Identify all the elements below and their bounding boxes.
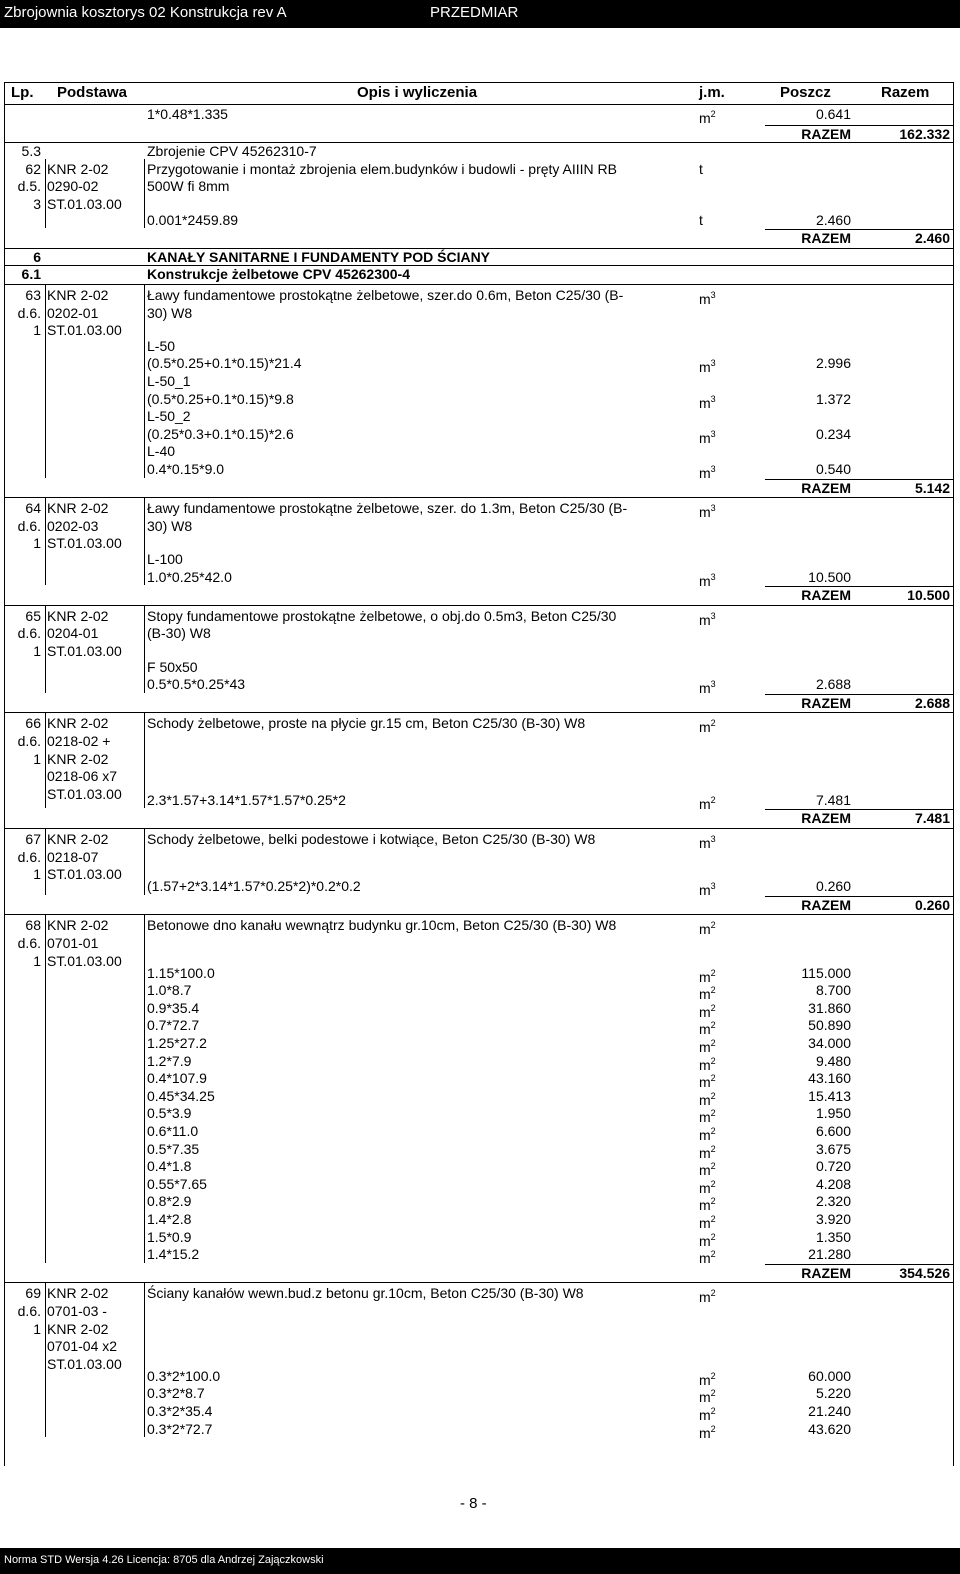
position-number: d.6.	[17, 304, 41, 321]
position-basis: 0218-02 +	[47, 733, 111, 749]
position-description: Schody żelbetowe, proste na płycie gr.15 cm, Beton C25/30 (B-30) W8	[147, 715, 586, 732]
calc-result: 50.890	[808, 1017, 851, 1034]
calc-formula: 1.4*15.2	[147, 1246, 200, 1263]
position-number: 63	[25, 287, 41, 303]
calc-formula: 0.4*0.15*9.0	[147, 461, 225, 477]
razem-label: RAZEM	[801, 694, 851, 711]
position-number: 3	[33, 196, 41, 212]
column-divider	[144, 712, 145, 808]
calc-result: 7.481	[815, 791, 851, 808]
row-divider	[5, 284, 953, 285]
unit: $m^3$	[699, 610, 716, 628]
unit: $m^2$	[699, 967, 716, 985]
razem-divider	[765, 1264, 953, 1265]
section-title: Konstrukcje żelbetowe CPV 45262300-4	[147, 266, 411, 283]
unit: $m^3$	[699, 393, 716, 411]
unit: $m^2$	[699, 1214, 716, 1231]
unit: $m^2$	[699, 109, 716, 126]
unit: $m^3$	[699, 834, 716, 851]
position-number: 69	[25, 1285, 41, 1302]
razem-value: 10.500	[907, 587, 950, 604]
calc-result: 3.920	[815, 1211, 851, 1227]
razem-label: RAZEM	[801, 810, 851, 827]
calc-result: 21.240	[808, 1403, 851, 1419]
section-title: KANAŁY SANITARNE I FUNDAMENTY POD ŚCIANY	[147, 248, 491, 265]
unit: $m^2$	[699, 1249, 716, 1267]
unit: $m^2$	[699, 718, 716, 736]
calc-formula: 0.7*72.7	[147, 1017, 200, 1034]
header-lp: Lp.	[11, 84, 34, 101]
position-basis: KNR 2-02	[47, 607, 109, 624]
calc-label: L-50_1	[147, 373, 191, 389]
unit: $m^2$	[699, 1090, 716, 1108]
razem-value: 2.688	[914, 694, 950, 711]
calc-formula: (0.25*0.3+0.1*0.15)*2.6	[147, 425, 294, 442]
calc-formula: 0.5*0.5*0.25*43	[147, 676, 246, 693]
position-description: 30) W8	[147, 304, 193, 321]
razem-divider	[765, 809, 953, 810]
calc-formula: (1.57+2*3.14*1.57*0.25*2)*0.2*0.2	[147, 878, 361, 895]
header-jm: j.m.	[699, 84, 725, 101]
unit: $m^2$	[699, 1108, 716, 1126]
unit: $m^2$	[699, 1126, 716, 1143]
calc-formula: 0.3*2*8.7	[147, 1385, 205, 1402]
calc-formula: 0.8*2.9	[147, 1193, 192, 1210]
calc-result: 3.675	[815, 1140, 851, 1157]
position-basis: KNR 2-02	[47, 1320, 109, 1337]
cost-table	[4, 82, 954, 1466]
calc-formula: 1.2*7.9	[147, 1052, 192, 1069]
calc-result: 0.720	[815, 1158, 851, 1175]
column-divider	[45, 1282, 46, 1437]
column-divider	[144, 159, 145, 228]
calc-result: 43.160	[808, 1070, 851, 1087]
calc-formula: 1.5*0.9	[147, 1228, 192, 1245]
calc-formula: 0.5*3.9	[147, 1105, 192, 1122]
unit: $m^3$	[699, 571, 716, 589]
column-divider	[144, 828, 145, 895]
position-basis: KNR 2-02	[47, 917, 109, 934]
calc-result: 60.000	[808, 1367, 851, 1384]
section-number: 6	[33, 248, 41, 265]
column-divider	[144, 914, 145, 1262]
calc-formula: 1*0.48*1.335	[147, 106, 228, 122]
calc-result: 6.600	[815, 1123, 851, 1139]
razem-value: 5.142	[914, 479, 950, 496]
position-description: Ławy fundamentowe prostokątne żelbetowe, szer.do 0.6m, Beton C25/30 (B-	[147, 287, 624, 303]
header-poszcz: Poszcz	[780, 84, 831, 101]
position-description: Ławy fundamentowe prostokątne żelbetowe, szer. do 1.3m, Beton C25/30 (B-	[147, 500, 628, 517]
position-number: d.6.	[17, 1303, 41, 1319]
calc-formula: 0.5*7.35	[147, 1140, 200, 1157]
footer	[0, 1548, 960, 1574]
calc-formula: 0.45*34.25	[147, 1087, 215, 1104]
position-number: d.5.	[17, 178, 41, 195]
calc-result: 0.260	[815, 878, 851, 895]
position-number: 65	[25, 607, 41, 624]
razem-value: 354.526	[899, 1264, 950, 1281]
section-number: 6.1	[21, 266, 41, 283]
unit: t	[699, 211, 703, 228]
position-number: 62	[25, 160, 41, 177]
title-bar	[0, 0, 960, 28]
unit: $m^2$	[699, 1002, 716, 1020]
column-divider	[144, 284, 145, 478]
position-number: d.6.	[17, 848, 41, 865]
razem-label: RAZEM	[801, 896, 851, 913]
calc-formula: 2.3*1.57+3.14*1.57*1.57*0.25*2	[147, 791, 346, 808]
document-title: Zbrojownia kosztorys 02 Konstrukcja rev A	[4, 4, 287, 21]
unit: $m^2$	[699, 1288, 716, 1306]
calc-label: F 50x50	[147, 658, 198, 675]
unit: $m^3$	[699, 290, 716, 307]
calc-result: 8.700	[815, 982, 851, 999]
calc-formula: 0.6*11.0	[147, 1123, 199, 1139]
calc-result: 4.208	[815, 1175, 851, 1192]
calc-result: 31.860	[808, 999, 851, 1016]
unit: $m^2$	[699, 1388, 716, 1406]
position-basis: 0202-01	[47, 304, 99, 321]
calc-formula: 0.55*7.65	[147, 1175, 207, 1192]
razem-divider	[765, 896, 953, 897]
position-basis: KNR 2-02	[47, 1285, 109, 1302]
calc-result: 5.220	[815, 1385, 851, 1402]
unit: $m^3$	[699, 358, 716, 376]
section-number: 5.3	[21, 143, 41, 160]
position-number: 1	[33, 535, 41, 552]
position-number: d.6.	[17, 517, 41, 534]
calc-result: 0.234	[815, 425, 851, 442]
razem-label: RAZEM	[801, 587, 851, 604]
calc-result: 2.460	[815, 211, 851, 228]
unit: $m^2$	[699, 985, 716, 1003]
header-razem: Razem	[881, 84, 930, 101]
calc-result: 34.000	[808, 1035, 851, 1051]
calc-result: 43.620	[808, 1420, 851, 1437]
position-number: 1	[33, 952, 41, 969]
header-opis: Opis i wyliczenia	[357, 84, 478, 101]
razem-value: 162.332	[899, 125, 950, 142]
position-basis: KNR 2-02	[47, 287, 109, 303]
column-divider	[45, 828, 46, 895]
position-number: d.6.	[17, 935, 41, 951]
page-number: - 8 -	[460, 1495, 487, 1512]
position-basis: KNR 2-02	[47, 160, 109, 177]
position-basis: 0701-03 -	[47, 1303, 107, 1319]
position-description: 500W fi 8mm	[147, 178, 230, 195]
row-divider	[5, 605, 953, 606]
header-podstawa: Podstawa	[57, 84, 128, 101]
calc-result: 2.996	[815, 355, 851, 372]
table-header	[5, 82, 953, 105]
document-type: PRZEDMIAR	[430, 4, 519, 21]
unit: $m^2$	[699, 1055, 716, 1073]
calc-result: 115.000	[801, 964, 851, 981]
unit: $m^3$	[699, 428, 716, 446]
calc-formula: 1.15*100.0	[147, 964, 215, 981]
calc-formula: 1.0*8.7	[147, 982, 192, 999]
razem-divider	[765, 586, 953, 587]
position-description: (B-30) W8	[147, 625, 211, 642]
position-basis: ST.01.03.00	[47, 866, 122, 883]
position-basis: ST.01.03.00	[47, 952, 122, 969]
row-divider	[5, 712, 953, 713]
position-number: d.6.	[17, 733, 41, 749]
position-basis: ST.01.03.00	[47, 535, 122, 552]
position-basis: ST.01.03.00	[47, 1355, 122, 1372]
calc-formula: 1.0*0.25*42.0	[147, 568, 232, 585]
calc-formula: 0.9*35.4	[147, 999, 200, 1016]
position-number: 66	[25, 715, 41, 732]
unit: $m^2$	[699, 1231, 716, 1249]
position-number: d.6.	[17, 625, 41, 642]
calc-result: 0.540	[815, 461, 851, 477]
unit: $m^2$	[699, 1406, 716, 1423]
unit: $m^2$	[699, 794, 716, 812]
position-basis: ST.01.03.00	[47, 643, 122, 659]
razem-value: 0.260	[914, 896, 950, 913]
position-basis: 0218-07	[47, 848, 99, 865]
unit: $m^3$	[699, 679, 716, 697]
section-title: Zbrojenie CPV 45262310-7	[147, 143, 317, 160]
razem-value: 2.460	[914, 230, 950, 247]
position-basis: 0204-01	[47, 625, 99, 642]
calc-result: 21.280	[808, 1246, 851, 1263]
column-divider	[45, 712, 46, 808]
unit: $m^2$	[699, 1423, 716, 1441]
calc-result: 1.372	[815, 390, 851, 407]
position-basis: KNR 2-02	[47, 715, 109, 732]
calc-label: L-50_2	[147, 408, 191, 425]
calc-formula: (0.5*0.25+0.1*0.15)*21.4	[147, 355, 302, 372]
razem-divider	[765, 229, 953, 230]
calc-formula: 0.3*2*72.7	[147, 1420, 213, 1437]
position-basis: 0218-06 x7	[47, 768, 118, 785]
column-divider	[144, 497, 145, 585]
position-number: 1	[33, 1320, 41, 1337]
column-divider	[45, 914, 46, 1262]
calc-result: 10.500	[808, 568, 851, 585]
position-description: Stopy fundamentowe prostokątne żelbetowe, o obj.do 0.5m3, Beton C25/30	[147, 607, 617, 624]
row-divider	[5, 914, 953, 915]
column-divider	[45, 605, 46, 693]
calc-label: L-100	[147, 551, 183, 567]
position-basis: 0290-02	[47, 178, 99, 195]
position-description: Schody żelbetowe, belki podestowe i kotwiące, Beton C25/30 (B-30) W8	[147, 831, 596, 847]
calc-formula: 0.001*2459.89	[147, 211, 239, 228]
position-number: 64	[25, 500, 41, 517]
calc-formula: 1.4*2.8	[147, 1211, 192, 1227]
unit: $m^3$	[699, 881, 716, 899]
position-basis: KNR 2-02	[47, 500, 109, 517]
unit: $m^2$	[699, 1020, 716, 1038]
unit: $m^2$	[699, 1143, 716, 1161]
column-divider	[45, 497, 46, 585]
unit: $m^3$	[699, 503, 716, 521]
position-number: 68	[25, 917, 41, 934]
row-divider	[5, 828, 953, 829]
calc-result: 1.950	[815, 1105, 851, 1122]
unit: t	[699, 160, 703, 177]
unit: $m^2$	[699, 1370, 716, 1388]
row-divider	[5, 497, 953, 498]
position-basis: 0202-03	[47, 517, 99, 534]
position-description: Ściany kanałów wewn.bud.z betonu gr.10cm, Beton C25/30 (B-30) W8	[147, 1285, 584, 1302]
unit: $m^2$	[699, 1073, 716, 1091]
calc-formula: 1.25*27.2	[147, 1035, 207, 1051]
razem-divider	[765, 479, 953, 480]
calc-label: L-50	[147, 337, 176, 354]
unit: $m^2$	[699, 1161, 716, 1179]
razem-label: RAZEM	[801, 125, 851, 142]
calc-result: 2.320	[815, 1193, 851, 1210]
razem-divider	[765, 694, 953, 695]
razem-divider	[765, 125, 953, 126]
razem-label: RAZEM	[801, 1264, 851, 1281]
razem-label: RAZEM	[801, 479, 851, 496]
razem-value: 7.481	[914, 810, 950, 827]
position-description: 30) W8	[147, 517, 193, 534]
column-divider	[45, 284, 46, 478]
position-number: 1	[33, 643, 41, 659]
calc-formula: 0.4*107.9	[147, 1070, 207, 1087]
position-number: 1	[33, 322, 41, 339]
unit: $m^2$	[699, 920, 716, 938]
calc-label: L-40	[147, 443, 176, 460]
unit: $m^2$	[699, 1196, 716, 1214]
position-basis: ST.01.03.00	[47, 322, 122, 339]
position-description: Betonowe dno kanału wewnątrz budynku gr.10cm, Beton C25/30 (B-30) W8	[147, 917, 617, 934]
unit: $m^3$	[699, 464, 716, 481]
unit: $m^2$	[699, 1178, 716, 1196]
column-divider	[144, 1282, 145, 1437]
razem-label: RAZEM	[801, 230, 851, 247]
calc-result: 1.350	[815, 1228, 851, 1245]
position-basis: 0701-04 x2	[47, 1338, 118, 1355]
calc-result: 9.480	[815, 1052, 851, 1069]
position-description: Przygotowanie i montaż zbrojenia elem.budynków i budowli - pręty AIIIN RB	[147, 160, 617, 177]
calc-formula: (0.5*0.25+0.1*0.15)*9.8	[147, 390, 294, 407]
column-divider	[144, 605, 145, 693]
row-divider	[5, 1282, 953, 1283]
position-number: 1	[33, 866, 41, 883]
unit: $m^2$	[699, 1038, 716, 1055]
calc-result: 2.688	[815, 676, 851, 693]
position-number: 67	[25, 831, 41, 847]
position-basis: ST.01.03.00	[47, 785, 122, 802]
footer-license: Norma STD Wersja 4.26 Licencja: 8705 dla Andrzej Zajączkowski	[4, 1554, 324, 1566]
calc-formula: 0.3*2*100.0	[147, 1367, 221, 1384]
calc-formula: 0.4*1.8	[147, 1158, 192, 1175]
position-basis: KNR 2-02	[47, 831, 109, 847]
position-basis: 0701-01	[47, 935, 99, 951]
calc-formula: 0.3*2*35.4	[147, 1403, 213, 1419]
column-divider	[45, 159, 46, 228]
position-basis: ST.01.03.00	[47, 196, 122, 212]
position-basis: KNR 2-02	[47, 750, 109, 767]
position-number: 1	[33, 750, 41, 767]
calc-result: 0.641	[815, 106, 851, 122]
calc-result: 15.413	[808, 1087, 851, 1104]
